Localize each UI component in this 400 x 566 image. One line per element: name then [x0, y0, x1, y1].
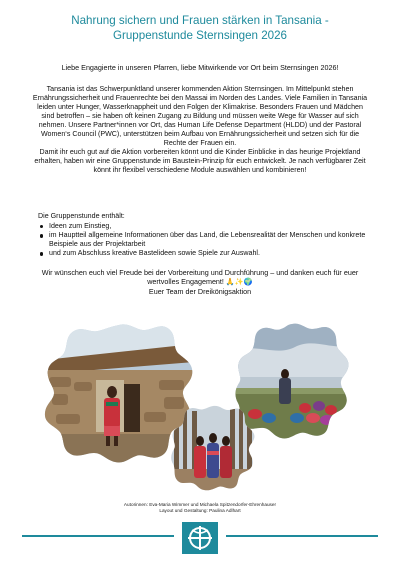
closing-text: Wir wünschen euch viel Freude bei der Vorbereitung und Durchführung – und danken euch für euer wertvolles Engagement! 🙏✨🌍	[41, 268, 359, 287]
list-item: Ideen zum Einstieg,	[38, 222, 378, 231]
photo-women-group	[170, 405, 256, 491]
footer-divider-right	[226, 535, 378, 537]
signature: Euer Team der Dreikönigsaktion	[148, 286, 252, 296]
credits	[40, 502, 360, 514]
credits-authors: Autorinnen: Eva-Maria Wimmer und Michaela Spitzendorfer-Ehrenhauser	[123, 502, 277, 507]
list-item: und zum Abschluss kreative Bastelideen sowie Spiele zur Auswahl.	[38, 249, 378, 258]
dka-logo	[182, 522, 218, 554]
list-item: im Hauptteil allgemeine Informationen über das Land, die Lebensrealität der Menschen und konkrete Beispiele aus der Projektarbeit	[38, 231, 378, 249]
title-line-1: Nahrung sichern und Frauen stärken in Tansania -	[71, 14, 329, 27]
footer-divider-left	[22, 535, 174, 537]
contents-heading: Die Gruppenstunde enthält:	[38, 212, 125, 220]
greeting-text: Liebe Engagierte in unseren Pfarren, liebe Mitwirkende vor Ort beim Sternsingen 2026!	[61, 63, 339, 72]
intro-paragraph-2: Damit ihr euch gut auf die Aktion vorbereiten könnt und die Kinder Einblicke in das heurige Projektland erhalten, haben wir eine Gruppenstunde im Baustein-Prinzip für euch entwickelt. Je nach verfügbarer Zeit könnt ihr flexibel verschiedene Module auswählen und kombinieren!	[34, 148, 366, 175]
title-line-2: Gruppenstunde Sternsingen 2026	[112, 29, 288, 42]
intro-text	[30, 85, 370, 175]
credits-layout: Layout und Gestaltung: Paulina Adlhart	[159, 508, 241, 514]
contents-list	[38, 222, 378, 258]
closing-section	[30, 268, 370, 296]
page-title	[20, 13, 380, 43]
contents-section	[38, 212, 378, 258]
intro-paragraph-1: Tansania ist das Schwerpunktland unserer kommenden Aktion Sternsingen. Im Mittelpunkt stehen Ernährungssicherheit und Frauenrechte bei den Massai im Norden des Landes. Viele Familien in Tansania leiden unter Hunger, Wasserknappheit und den Folgen der Klimakrise. Besonders Frauen und Mädchen sind betroffen – sie haben oft keinen Zugang zu Bildung und müssen weite Wege für Wasser auf sich nehmen. Unsere Partner*innen vor Ort, das Human Life Defense Department (HLDD) und der Pastoral Women‘s Council (PWC), unterstützen beim Aufbau von Ernährungssicherheit und setzen sich für die Rechte der Frauen ein.	[32, 85, 368, 148]
